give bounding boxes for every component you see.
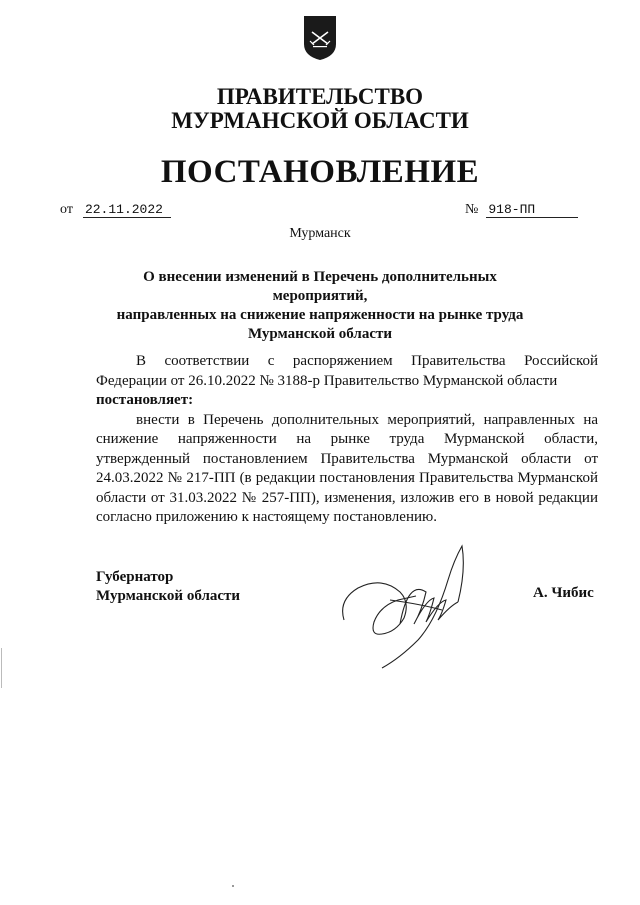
document-subject bbox=[96, 268, 544, 344]
subject-line2: направленных на снижение напряженности на рынке труда bbox=[116, 307, 524, 323]
city: Мурманск bbox=[289, 226, 351, 241]
date-prefix: от bbox=[60, 202, 73, 217]
organization-name-line1: ПРАВИТЕЛЬСТВО bbox=[216, 84, 424, 109]
number-row bbox=[465, 202, 578, 218]
document-body bbox=[96, 352, 598, 528]
date-row bbox=[60, 202, 171, 218]
document-type: ПОСТАНОВЛЕНИЕ bbox=[160, 154, 480, 190]
scan-margin-mark bbox=[1, 648, 2, 688]
scan-dot bbox=[232, 885, 234, 887]
signatory-name: А. Чибис bbox=[533, 585, 594, 601]
body-paragraph-2: внести в Перечень дополнительных мероприятий, направленных на снижение напряженности на рынке труда Мурманской области, утвержденный постановлением Правительства Мурманской области от 24.03.2022 № 217-ПП (в редакции постановления Правительства Мурманской области от 31.03.2022 № 257-ПП), изменения, изложив его в новой редакции согласно приложению к настоящему постановлению. bbox=[96, 411, 598, 525]
handwritten-signature bbox=[330, 540, 490, 675]
document-date: 22.11.2022 bbox=[83, 202, 171, 218]
subject-line3: Мурманской области bbox=[247, 326, 393, 342]
signatory-title bbox=[96, 568, 240, 606]
body-paragraph-1: В соответствии с распоряжением Правительства Российской Федерации от 26.10.2022 № 3188-р Правительство Мурманской области bbox=[96, 353, 598, 389]
subject-line1: О внесении изменений в Перечень дополнительных мероприятий, bbox=[143, 269, 497, 304]
decree-word: постановляет: bbox=[96, 392, 194, 408]
coat-of-arms-icon bbox=[302, 14, 338, 62]
signatory-title-line1: Губернатор bbox=[96, 569, 174, 585]
organization-name-line2: МУРМАНСКОЙ ОБЛАСТИ bbox=[171, 108, 469, 133]
signatory-title-line2: Мурманской области bbox=[96, 588, 241, 604]
number-prefix: № bbox=[465, 202, 479, 217]
document-number: 918-ПП bbox=[486, 202, 578, 218]
